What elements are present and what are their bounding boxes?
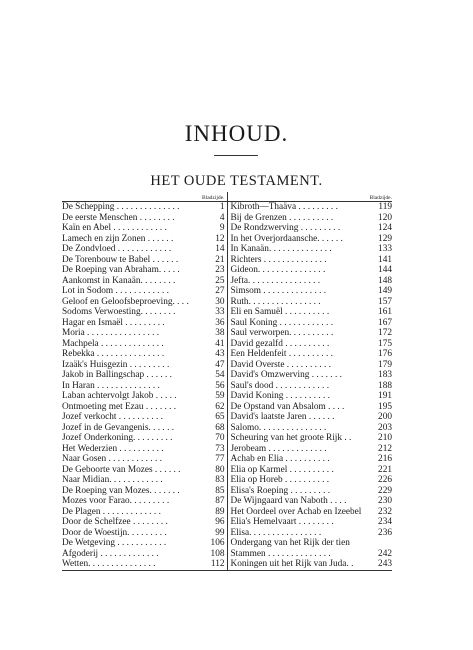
toc-entry-page [367,538,392,549]
toc-entry-page: 120 [378,212,392,223]
toc-row [62,391,392,402]
toc-entry-page: 106 [197,538,227,549]
toc-entry-page: 27 [197,286,227,297]
toc-entry-title: Naar Midian. . . . . . . . . . . . [62,475,163,485]
toc-entry-title: Jozef in de Gevangenis. . . . . . [62,422,175,433]
toc-entry-title: Hagar en Ismaël . . . . . . . . . [62,317,165,328]
toc-entry-title: Jozef verkocht . . . . . . . . . . [62,412,163,422]
toc-entry-page: 77 [197,454,227,465]
toc-entry-title: Bij de Grenzen . . . . . . . . . . [230,212,334,223]
toc-entry-page: 119 [378,202,392,212]
toc-entry-page: 112 [197,559,227,570]
toc-entry-title: Elia's Hemelvaart . . . . . . . . [230,517,334,527]
toc-row [62,370,392,381]
toc-entry-title: Geloof en Geloofsbeproeving. . . . [62,296,189,307]
toc-entry-title: De Roeping van Abraham. . . . . [62,265,180,275]
toc-entry-title: Richters . . . . . . . . . . . . . . [230,254,327,265]
toc-entry-title: De Geboorte van Mozes . . . . . . [62,464,181,475]
toc-entry-page: 188 [378,380,392,391]
toc-entry-title: De Schepping . . . . . . . . . . . . . . [62,202,180,212]
toc-entry-title: Lamech en zijn Zonen . . . . . . [62,233,174,244]
toc-entry-title: De Plagen . . . . . . . . . . . . . [62,506,161,517]
toc-entry-title: Jerobeam . . . . . . . . . . . . . [230,443,327,454]
toc-entry-page: 200 [378,412,392,422]
toc-entry-page: 129 [378,233,392,244]
toc-entry-page: 216 [378,454,392,464]
toc-entry-title: Door de Schelfzee . . . . . . . . [62,517,168,527]
toc-entry-page: 144 [378,265,392,275]
toc-row [62,276,392,287]
toc-row [62,559,392,570]
toc-row [62,297,392,308]
toc-entry-page: 242 [378,548,392,559]
toc-entry-title: Achab en Elia . . . . . . . . . . [230,454,330,464]
toc-entry-page: 195 [378,401,392,412]
toc-entry-page: 183 [378,370,392,380]
toc-entry-page: 68 [197,423,227,434]
toc-entry-page: 14 [197,244,227,255]
toc-entry-title: Stammen . . . . . . . . . . . . . . [230,548,331,559]
toc-entry-page: 1 [197,202,227,213]
toc-entry-title: Ruth. . . . . . . . . . . . . . . . [230,296,321,307]
toc-entry-title: David gezalfd . . . . . . . . . . [230,338,330,349]
toc-entry-page: 43 [197,349,227,360]
toc-row [62,318,392,329]
toc-row [62,549,392,560]
toc-entry-title: Saul verworpen. . . . . . . . . . [230,328,334,338]
toc-entry-title: Het Wederzien . . . . . . . . . . [62,443,164,454]
toc-entry-page: 221 [378,464,392,475]
toc-entry-page: 33 [197,307,227,318]
toc-row [62,328,392,339]
toc-entry-title: Aankomst in Kanaän. . . . . . . . [62,275,176,286]
toc-entry-title: Machpela . . . . . . . . . . . . . . [62,338,164,349]
toc-entry-page: 9 [197,223,227,234]
toc-entry-page: 226 [378,475,392,485]
toc-row [62,433,392,444]
toc-entry-title: Door de Woestijn. . . . . . . . . [62,527,167,538]
toc-entry-page: 176 [378,349,392,359]
toc-entry-page: 62 [197,402,227,413]
page-column-header-left: Bladzijde. [197,192,227,202]
toc-body [62,202,392,571]
table-of-contents [62,192,392,571]
toc-entry-title: Jakob in Ballingschap . . . . . . [62,370,173,380]
toc-entry-page: 96 [197,517,227,528]
toc-entry-page: 191 [378,391,392,401]
toc-entry-page: 41 [197,339,227,350]
toc-entry-title: Rebekka . . . . . . . . . . . . . . . [62,349,165,359]
toc-row [62,202,392,213]
toc-row [62,444,392,455]
toc-entry-title: Simsom . . . . . . . . . . . . . . [230,286,327,296]
toc-entry-title: Jefta. . . . . . . . . . . . . . . . [230,275,321,286]
toc-entry-page: 25 [197,276,227,287]
toc-row [62,234,392,245]
toc-entry-page: 73 [197,444,227,455]
toc-entry-page: 141 [378,254,392,265]
toc-entry-title: Ondergang van het Rijk der tien [230,538,350,548]
title-rule [214,155,258,156]
toc-entry-title: Kibroth—Thaäva . . . . . . . . . [230,202,338,212]
toc-entry-page: 47 [197,360,227,371]
toc-entry-page: 83 [197,475,227,486]
toc-entry-title: Een Heldenfeit . . . . . . . . . . [230,349,333,359]
toc-entry-page: 30 [197,297,227,308]
toc-row [62,454,392,465]
toc-entry-title: De Opstand van Absalom . . . . [230,401,345,412]
toc-entry-title: In het Overjordaansche. . . . . . [230,233,343,244]
toc-entry-page: 4 [197,213,227,224]
toc-entry-title: Saul Koning . . . . . . . . . . . . [230,317,334,328]
section-title: HET OUDE TESTAMENT. [150,173,323,189]
toc-entry-page: 203 [378,422,392,433]
toc-entry-page: 172 [378,328,392,338]
toc-entry-page: 232 [378,506,392,517]
toc-row [62,360,392,371]
toc-entry-page: 236 [378,527,392,538]
toc-entry-page: 80 [197,465,227,476]
toc-entry-page: 124 [378,223,392,233]
toc-row [62,265,392,276]
toc-row [62,244,392,255]
toc-entry-title: David's laatste Jaren . . . . . . [230,412,335,422]
page-column-header-right: Bladzijde. [367,192,392,202]
toc-entry-title: Jozef Onderkoning. . . . . . . . . [62,433,173,443]
toc-entry-title: Laban achtervolgt Jakob . . . . . [62,391,177,401]
toc-entry-title: Afgoderij . . . . . . . . . . . . . [62,548,159,559]
toc-entry-title: David's Omzwerving . . . . . . . [230,370,342,380]
toc-entry-page: 56 [197,381,227,392]
toc-entry-page: 243 [367,559,392,570]
toc-entry-title: David Koning . . . . . . . . . . [230,391,330,401]
toc-entry-title: Gideon. . . . . . . . . . . . . . . [230,265,326,275]
toc-entry-page: 210 [378,433,392,443]
toc-row [62,402,392,413]
toc-entry-title: Wetten. . . . . . . . . . . . . . . [62,559,197,570]
toc-entry-title: De Wetgeving . . . . . . . . . . . [62,538,167,548]
toc-entry-page: 179 [378,359,392,370]
toc-row [62,528,392,539]
toc-entry-title: Elia op Karmel . . . . . . . . . . [230,464,334,475]
toc-entry-title: Moria . . . . . . . . . . . . . . . . [62,328,160,338]
toc-entry-title: Mozes voor Farao. . . . . . . . . [62,496,170,506]
toc-entry-title: Naar Gosen . . . . . . . . . . . . [62,454,162,464]
toc-entry-title: De eerste Menschen . . . . . . . . [62,212,175,223]
toc-row [62,307,392,318]
toc-entry-title: Lot in Sodom . . . . . . . . . . . . [62,286,169,296]
toc-row [62,507,392,518]
toc-row [62,213,392,224]
toc-entry-page: 133 [378,244,392,254]
toc-row [62,255,392,266]
toc-entry-title: De Torenbouw te Babel . . . . . . [62,254,179,265]
toc-entry-page: 229 [378,485,392,496]
toc-entry-title: Het Oordeel over Achab en Izeebel [230,506,362,517]
toc-entry-page: 149 [378,286,392,296]
toc-entry-page: 59 [197,391,227,402]
toc-entry-page: 85 [197,486,227,497]
toc-entry-page: 87 [197,496,227,507]
toc-entry-title: Kaïn en Abel . . . . . . . . . . . . [62,223,167,233]
toc-entry-title: Izaäk's Huisgezin . . . . . . . . . [62,359,170,370]
toc-entry-title: De Roeping van Mozes. . . . . . . [62,485,180,496]
toc-entry-page: 230 [378,496,392,506]
toc-row [62,538,392,549]
toc-row [62,412,392,423]
toc-entry-page: 157 [378,296,392,307]
toc-entry-page: 167 [378,317,392,328]
toc-entry-title: Salomo. . . . . . . . . . . . . . . [230,422,327,433]
toc-row [62,517,392,528]
toc-entry-page: 175 [378,338,392,349]
toc-entry-page: 234 [378,517,392,527]
toc-row [62,339,392,350]
page-title: INHOUD. [184,121,289,146]
toc-entry-title: Saul's dood . . . . . . . . . . . . [230,380,330,391]
toc-entry-title: David Overste . . . . . . . . . . [230,359,331,370]
toc-row [62,349,392,360]
toc-entry-page: 23 [197,265,227,276]
toc-row [62,475,392,486]
toc-entry-title: Ontmoeting met Ezau . . . . . . . [62,401,177,412]
toc-entry-page: 108 [197,549,227,560]
toc-entry-title: Sodoms Verwoesting. . . . . . . . [62,307,176,317]
toc-entry-title: Eli en Samuël . . . . . . . . . . [230,307,330,317]
toc-row [62,223,392,234]
toc-entry-page: 99 [197,528,227,539]
toc-entry-page: 161 [378,307,392,317]
toc-row [62,496,392,507]
toc-entry-title: Elia op Horeb . . . . . . . . . . [230,475,330,485]
toc-row [62,465,392,476]
toc-entry-title: Elisa's Roeping . . . . . . . . . [230,485,331,496]
toc-entry-page: 212 [378,443,392,454]
toc-entry-title: De Wijngaard van Naboth . . . . [230,496,347,506]
toc-entry-page: 70 [197,433,227,444]
toc-entry-page: 148 [378,275,392,286]
toc-entry-title: In Haran . . . . . . . . . . . . . . [62,380,160,391]
toc-row [62,286,392,297]
toc-entry-title: Koningen uit het Rijk van Juda. . [227,559,367,570]
toc-entry-page: 54 [197,370,227,381]
toc-entry-title: Scheuring van het groote Rijk . . [230,433,352,443]
toc-entry-page: 65 [197,412,227,423]
toc-entry-page: 21 [197,255,227,266]
toc-entry-title: Elisa. . . . . . . . . . . . . . . . [230,527,322,538]
toc-entry-page: 89 [197,507,227,518]
toc-entry-title: In Kanaän. . . . . . . . . . . . . . [230,244,332,254]
toc-row [62,423,392,434]
toc-entry-title: De Zondvloed . . . . . . . . . . . . [62,244,172,254]
toc-entry-page: 38 [197,328,227,339]
toc-row [62,486,392,497]
toc-entry-page: 12 [197,234,227,245]
toc-entry-title: De Rondzwerving . . . . . . . . . [230,223,341,233]
toc-entry-page: 36 [197,318,227,329]
toc-row [62,381,392,392]
